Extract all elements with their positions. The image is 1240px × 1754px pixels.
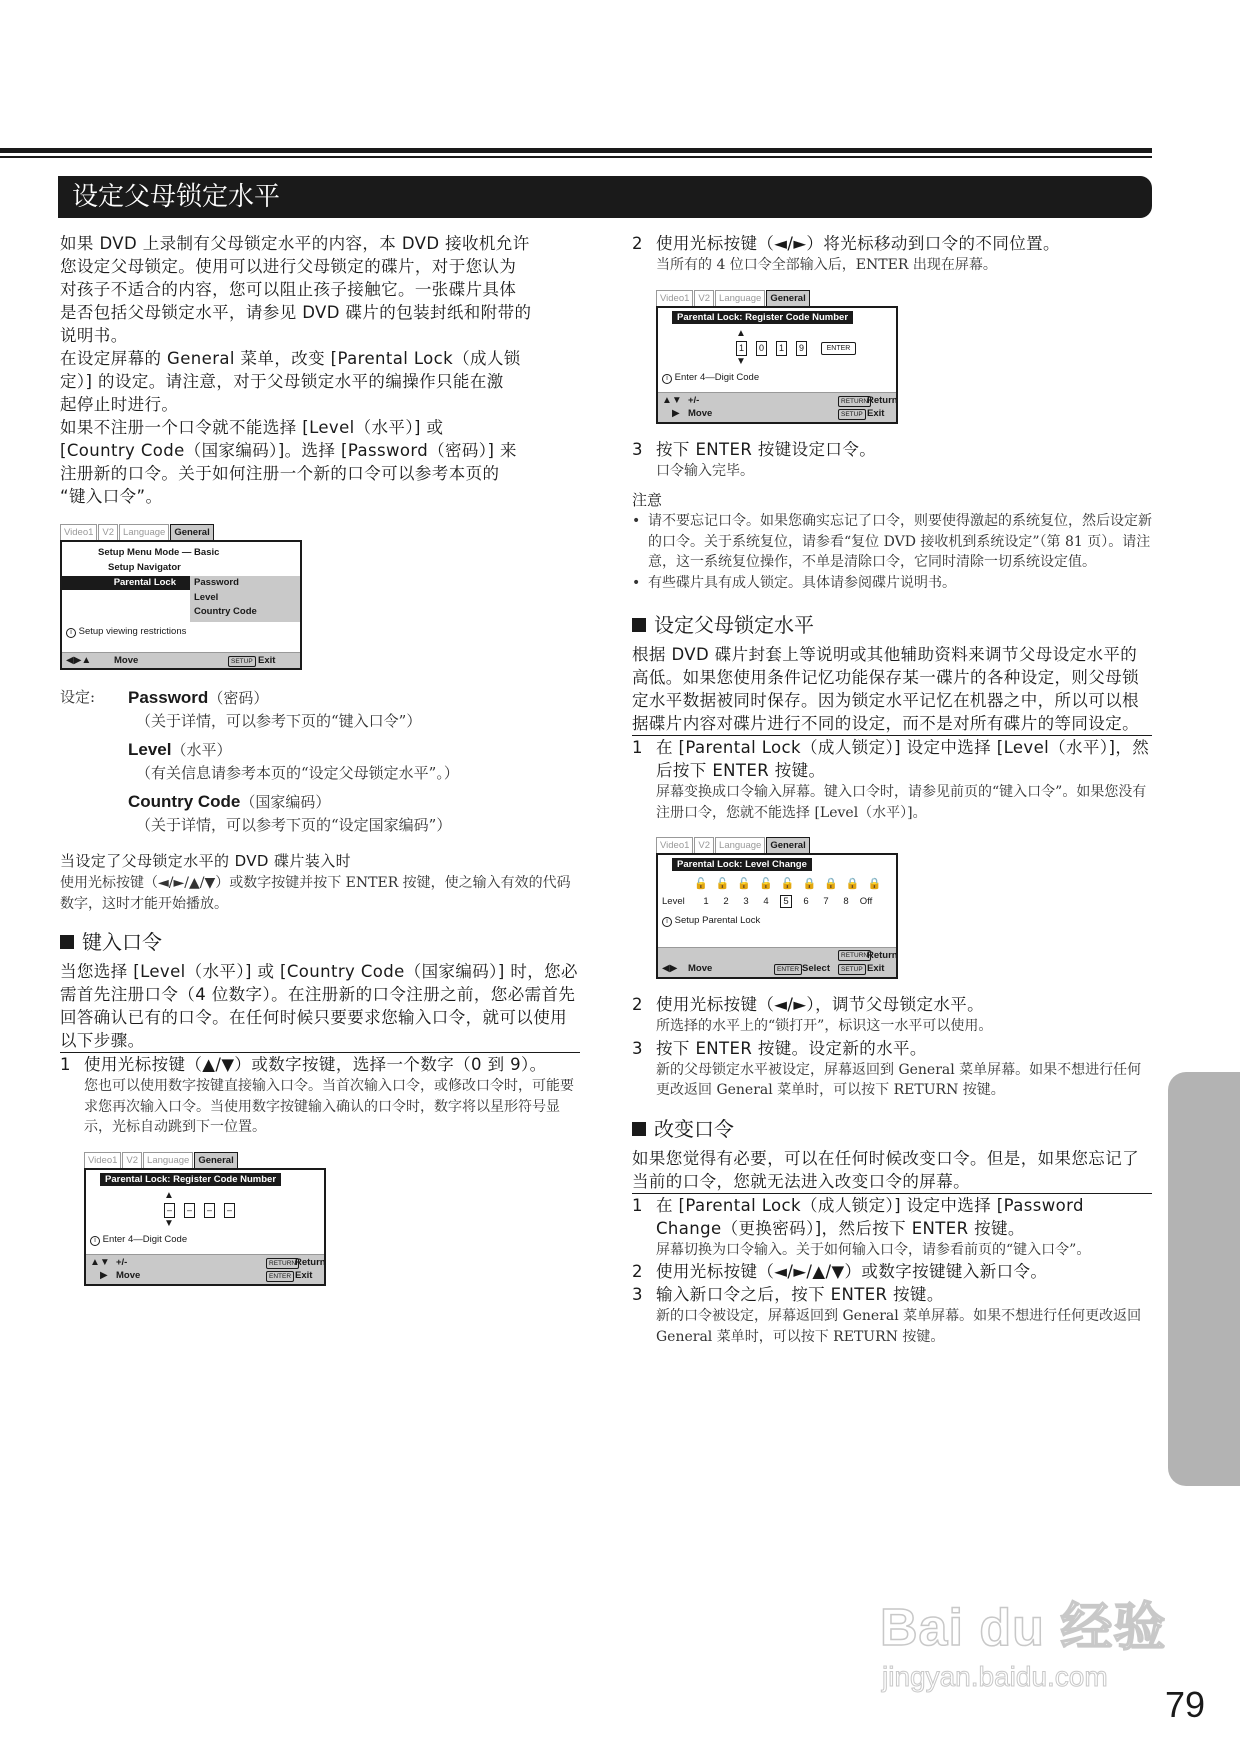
step-text: 按下 ENTER 按键设定口令。 xyxy=(656,439,877,459)
lock-open-icon: 🔓 xyxy=(737,878,752,890)
screen-body xyxy=(656,306,898,424)
enter-password-step-2-detail: 当所有的 4 位口令全部输入后，ENTER 出现在屏幕。 xyxy=(656,257,997,273)
exit-label: Exit xyxy=(867,963,885,974)
bullet-icon: • xyxy=(632,513,641,529)
setup-menu-screen xyxy=(60,524,302,670)
level-step-1-detail: 屏幕变换成口令输入屏幕。键入口令时，请参见前页的“键入口令”。如果您没有注册口令，您就不能选择 [Level（水平）]。 xyxy=(656,784,1147,821)
bullet-icon: • xyxy=(632,574,641,591)
level-step-1 xyxy=(632,736,1152,782)
return-label: Return xyxy=(867,394,898,406)
change-step-3-detail: 新的口令被设定，屏幕返回到 General 菜单屏幕。如果不想进行任何更改返回 General 菜单时，可以按下 RETURN 按键。 xyxy=(656,1308,1142,1345)
tab-language: Language xyxy=(715,837,765,853)
enter-password-step-3-detail: 口令输入完毕。 xyxy=(656,462,754,479)
step-text: 在 [Parental Lock（成人锁定）] 设定中选择 [Password Change（更换密码）]，然后按下 ENTER 按键。 xyxy=(656,1195,1084,1238)
tab-language: Language xyxy=(119,524,169,540)
code-digits xyxy=(164,1203,244,1218)
left-right-keys-icon: ◀▶ xyxy=(662,963,678,974)
enter-password-intro: 当您选择 [Level（水平）] 或 [Country Code（国家编码）] 时，您必需首先注册口令（4 位数字）。在注册新的口令注册之前，您必需首先回答确认已有的口令。在任何时候只要要求您输入口令，就可以使用以下步骤。 xyxy=(60,960,580,1053)
left-column xyxy=(60,232,580,1286)
intro-line: 是否包括父母锁定水平，请参见 DVD 碟片的包装封纸和附带的 xyxy=(60,303,532,322)
intro-line: 您设定父母锁定。使用可以进行父母锁定的碟片，对于您认为 xyxy=(60,257,517,276)
select-label: Select xyxy=(802,963,830,974)
setting-password-cn: （密码） xyxy=(208,689,269,707)
note-item xyxy=(632,573,1152,594)
note-text: 请不要忘记口令。如果您确实忘记了口令，则要使得激起的系统复位，然后设定新的口令。关于系统复位，请参看“复位 DVD 接收机到系统设定”（第 81 页）。请注意，这一系统复位操作，不单是清除口令，它同时清除一切系统设定值。 xyxy=(648,513,1152,570)
info-text: Enter 4—Digit Code xyxy=(102,1233,188,1245)
tab-video1: Video1 xyxy=(84,1152,121,1168)
intro-line: 如果 DVD 上录制有父母锁定水平的内容，本 DVD 接收机允许 xyxy=(60,234,530,253)
enter-password-title: 键入口令 xyxy=(82,930,162,954)
page-number: 79 xyxy=(1165,1684,1206,1725)
right-key-icon: ▶ xyxy=(672,407,680,419)
step-number: 2 xyxy=(632,1262,643,1281)
intro-line: [Country Code（国家编码）]。选择 [Password（密码）] 来 xyxy=(60,441,517,460)
screen-body xyxy=(656,853,898,979)
level-option: 4 xyxy=(763,896,769,907)
tab-general: General xyxy=(194,1152,237,1168)
move-label: Move xyxy=(688,963,713,974)
setup-key: SETUP xyxy=(838,409,866,420)
submenu-country-code: Country Code xyxy=(194,606,257,617)
note-item xyxy=(632,511,1152,573)
level-option: 7 xyxy=(823,896,829,907)
code-digit: 1 xyxy=(736,341,747,356)
move-label: Move xyxy=(116,1269,141,1281)
level-step-3-detail: 新的父母锁定水平被设定，屏幕返回到 General 菜单屏幕。如果不想进行任何更改返回 General 菜单时，可以按下 RETURN 按键。 xyxy=(656,1061,1142,1098)
info-row xyxy=(662,915,760,927)
lock-closed-icon: 🔒 xyxy=(845,878,860,890)
setting-level-cn: （水平） xyxy=(171,741,232,759)
enter-key: ENTER xyxy=(774,964,802,975)
change-password-intro: 如果您觉得有必要，可以在任何时候改变口令。但是，如果您忘记了当前的口令，您就无法进入改变口令的屏幕。 xyxy=(632,1147,1152,1194)
level-option: 6 xyxy=(803,896,809,907)
level-option: 2 xyxy=(723,896,729,907)
step-number: 2 xyxy=(632,995,643,1014)
intro-line: “键入口令”。 xyxy=(60,487,163,506)
step-number: 3 xyxy=(632,439,643,459)
screen-tabs xyxy=(84,1152,326,1168)
step-text: 使用光标按键（◄/►），调节父母锁定水平。 xyxy=(656,995,985,1014)
notes-heading: 注意 xyxy=(632,491,663,509)
exit-label: Exit xyxy=(258,655,276,666)
lock-closed-icon: 🔒 xyxy=(824,878,838,890)
code-digits xyxy=(736,341,856,356)
submenu-level: Level xyxy=(194,591,219,603)
info-row xyxy=(662,372,759,384)
tab-general: General xyxy=(170,524,213,540)
tab-general: General xyxy=(766,837,809,853)
step-number: 2 xyxy=(632,234,643,253)
tab-video1: Video1 xyxy=(656,837,693,853)
intro-line: 起停止时进行。 xyxy=(60,395,179,414)
up-down-keys-icon: ▲▼ xyxy=(662,394,682,406)
parental-lock-row: Parental Lock xyxy=(62,576,190,590)
setup-key: SETUP xyxy=(228,656,256,667)
menu-mode-row: Setup Menu Mode — Basic xyxy=(98,547,220,558)
baidu-watermark xyxy=(880,1575,1165,1705)
return-key: RETURN xyxy=(838,396,871,407)
header-rule xyxy=(0,148,1152,153)
enter-password-step-3 xyxy=(632,438,1152,461)
step-text: 输入新口令之后，按下 ENTER 按键。 xyxy=(656,1285,944,1304)
step-text: 按下 ENTER 按键。设定新的水平。 xyxy=(656,1038,927,1058)
down-arrow-icon: ▼ xyxy=(736,355,746,367)
step-number: 1 xyxy=(632,738,643,757)
intro-line: 在设定屏幕的 General 菜单，改变 [Parental Lock（成人锁 xyxy=(60,349,521,368)
screen-title-bar: Parental Lock: Register Code Number xyxy=(672,311,853,324)
lock-closed-icon: 🔒 xyxy=(802,878,817,890)
page-title: 设定父母锁定水平 xyxy=(58,176,1152,218)
level-step-3 xyxy=(632,1037,1152,1060)
screen-tabs xyxy=(656,837,898,853)
info-text: Setup viewing restrictions xyxy=(78,626,187,637)
register-code-screen-empty xyxy=(84,1152,326,1286)
change-step-1 xyxy=(632,1194,1152,1240)
info-text: Setup Parental Lock xyxy=(674,915,761,926)
screen-footer xyxy=(86,1254,324,1284)
screen-footer xyxy=(658,947,896,977)
enter-password-step-1-detail: 您也可以使用数字按键直接输入口令。当首次输入口令，或修改口令时，可能要求您再次输入口令。当使用数字按键输入确认的口令时，数字将以星形符号显示，光标自动跳到下一位置。 xyxy=(84,1078,574,1135)
note-text: 有些碟片具有成人锁定。具体请参阅碟片说明书。 xyxy=(648,574,956,591)
submenu-password: Password xyxy=(194,577,239,588)
lock-closed-icon: 🔒 xyxy=(867,878,882,890)
code-digit: – xyxy=(164,1203,175,1218)
side-thumb-tab xyxy=(1168,1072,1240,1486)
level-change-screen xyxy=(656,837,898,979)
step-text: 使用光标按键（◄/►）将光标移动到口令的不同位置。 xyxy=(656,234,1060,253)
level-option: 3 xyxy=(743,896,749,907)
level-option: 8 xyxy=(843,896,849,907)
screen-tabs xyxy=(60,524,302,540)
loading-body: 使用光标按键（◄/►/▲/▼）或数字按键并按下 ENTER 按键，使之输入有效的代码数字，这时才能开始播放。 xyxy=(60,875,571,912)
right-key-icon: ▶ xyxy=(100,1269,108,1281)
screen-body xyxy=(60,540,302,670)
exit-label: Exit xyxy=(867,407,885,419)
info-row xyxy=(66,626,186,638)
code-digit: 1 xyxy=(776,341,787,356)
step-number: 1 xyxy=(60,1055,71,1074)
return-label: Return xyxy=(295,1256,326,1268)
screen-footer xyxy=(62,652,300,668)
lock-icons-row xyxy=(694,877,881,890)
down-arrow-icon: ▼ xyxy=(164,1217,174,1229)
step-number: 3 xyxy=(632,1038,643,1058)
square-bullet-icon xyxy=(60,935,74,949)
info-icon: i xyxy=(662,917,672,927)
code-digit: – xyxy=(184,1203,195,1218)
info-icon: i xyxy=(90,1236,100,1246)
code-digit: – xyxy=(224,1203,235,1218)
settings-items xyxy=(128,686,459,842)
square-bullet-icon xyxy=(632,1122,646,1136)
level-step-2 xyxy=(632,993,1152,1016)
tab-general: General xyxy=(766,290,809,306)
square-bullet-icon xyxy=(632,618,646,632)
header-rule-thin xyxy=(0,156,1152,158)
intro-line: 注册新的口令。关于如何注册一个新的口令可以参考本页的 xyxy=(60,464,500,483)
setting-level-desc: （有关信息请参考本页的“设定父母锁定水平”。） xyxy=(136,764,459,782)
settings-label: 设定: xyxy=(60,688,96,706)
step-number: 3 xyxy=(632,1285,643,1304)
arrow-keys-icon: ◀▶▲ xyxy=(66,655,92,666)
info-icon: i xyxy=(662,374,672,384)
enter-button: ENTER xyxy=(821,342,857,355)
move-label: Move xyxy=(114,655,139,666)
tab-v2: V2 xyxy=(694,290,714,306)
info-icon: i xyxy=(66,628,76,638)
level-row xyxy=(662,895,876,908)
return-key: RETURN xyxy=(266,1258,299,1269)
enter-password-step-1 xyxy=(60,1053,580,1076)
intro-line: 说明书。 xyxy=(60,326,128,345)
level-option-selected: 5 xyxy=(780,895,792,908)
intro-line: 对孩子不适合的内容，您可以阻止孩子接触它。一张碟片具体 xyxy=(60,280,517,299)
lock-open-icon: 🔓 xyxy=(780,878,795,890)
screen-footer xyxy=(658,392,896,422)
step-number: 1 xyxy=(632,1195,643,1215)
screen-tabs xyxy=(656,290,898,306)
setting-country-code-desc: （关于详情，可以参考下页的“设定国家编码”） xyxy=(136,816,452,834)
change-password-title: 改变口令 xyxy=(654,1116,734,1141)
enter-password-heading xyxy=(60,928,580,956)
level-section-heading xyxy=(632,611,1152,639)
enter-key: ENTER xyxy=(266,1271,294,1282)
intro-text xyxy=(60,232,580,508)
setup-navigator-row: Setup Navigator xyxy=(108,562,181,573)
watermark-url: jingyan.baidu.com xyxy=(882,1661,1108,1692)
right-column xyxy=(632,232,1152,1347)
tab-v2: V2 xyxy=(122,1152,142,1168)
setting-password: Password xyxy=(128,688,209,707)
intro-line: 如果不注册一个口令就不能选择 [Level（水平）] 或 xyxy=(60,418,444,437)
tab-video1: Video1 xyxy=(60,524,97,540)
change-step-1-detail: 屏幕切换为口令输入。关于如何输入口令，请参看前页的“键入口令”。 xyxy=(656,1241,1091,1258)
change-step-2 xyxy=(632,1260,1152,1283)
lock-open-icon: 🔓 xyxy=(759,878,773,890)
tab-v2: V2 xyxy=(98,524,118,540)
settings-list xyxy=(60,686,580,842)
intro-line: 定）] 的设定。请注意，对于父母锁定水平的编操作只能在激 xyxy=(60,372,504,391)
change-step-3 xyxy=(632,1283,1152,1306)
info-row xyxy=(90,1234,187,1246)
plus-minus-label: +/- xyxy=(116,1256,128,1268)
parental-lock-submenu xyxy=(190,576,300,622)
setup-key: SETUP xyxy=(838,964,866,975)
setting-country-code: Country Code xyxy=(128,792,241,811)
screen-title-bar: Parental Lock: Register Code Number xyxy=(100,1173,281,1186)
up-down-keys-icon: ▲▼ xyxy=(90,1256,110,1268)
tab-language: Language xyxy=(143,1152,193,1168)
setting-country-code-cn: （国家编码） xyxy=(240,793,331,811)
up-arrow-icon: ▲ xyxy=(736,327,746,339)
step-text: 使用光标按键（◄/►/▲/▼）或数字按键键入新口令。 xyxy=(656,1262,1048,1281)
screen-title-bar: Parental Lock: Level Change xyxy=(672,858,812,871)
loading-heading: 当设定了父母锁定水平的 DVD 碟片装入时 xyxy=(60,852,352,870)
enter-password-step-2 xyxy=(632,232,1152,255)
return-label: Return xyxy=(867,950,898,961)
lock-open-icon: 🔓 xyxy=(715,878,730,890)
step-text: 使用光标按键（▲/▼）或数字按键，选择一个数字（0 到 9）。 xyxy=(84,1055,547,1074)
tab-video1: Video1 xyxy=(656,290,693,306)
tab-language: Language xyxy=(715,290,765,306)
code-digit: 0 xyxy=(756,341,767,356)
info-text: Enter 4—Digit Code xyxy=(674,371,760,383)
plus-minus-label: +/- xyxy=(688,394,700,406)
code-digit: 9 xyxy=(796,341,807,356)
level-label: Level xyxy=(662,896,685,907)
level-option: 1 xyxy=(703,896,709,907)
tab-v2: V2 xyxy=(694,837,714,853)
watermark-brand: Bai du 经验 xyxy=(880,1599,1167,1657)
level-section-intro: 根据 DVD 碟片封套上等说明或其他辅助资料来调节父母设定水平的高低。如果您使用条件记忆功能保存某一碟片的各种设定，则父母锁定水平数据被同时保存。因为锁定水平记忆在机器之中，所以可以根据碟片内容对碟片进行不同的设定，而不是对所有碟片的等同设定。 xyxy=(632,643,1152,736)
lock-open-icon: 🔓 xyxy=(694,878,708,890)
setting-level: Level xyxy=(128,740,172,759)
move-label: Move xyxy=(688,407,713,419)
return-key: RETURN xyxy=(838,950,871,961)
level-section-title: 设定父母锁定水平 xyxy=(654,613,814,637)
level-step-2-detail: 所选择的水平上的“锁打开”，标识这一水平可以使用。 xyxy=(656,1018,993,1034)
setting-password-desc: （关于详情，可以参考下页的“键入口令”） xyxy=(136,712,422,730)
change-password-heading xyxy=(632,1115,1152,1143)
screen-body xyxy=(84,1168,326,1286)
level-option: Off xyxy=(859,896,873,907)
step-text: 在 [Parental Lock（成人锁定）] 设定中选择 [Level（水平）]，然后按下 ENTER 按键。 xyxy=(656,738,1150,780)
exit-label: Exit xyxy=(295,1269,313,1281)
up-arrow-icon: ▲ xyxy=(164,1189,174,1201)
code-digit: – xyxy=(204,1203,215,1218)
register-code-screen-filled xyxy=(656,290,898,424)
